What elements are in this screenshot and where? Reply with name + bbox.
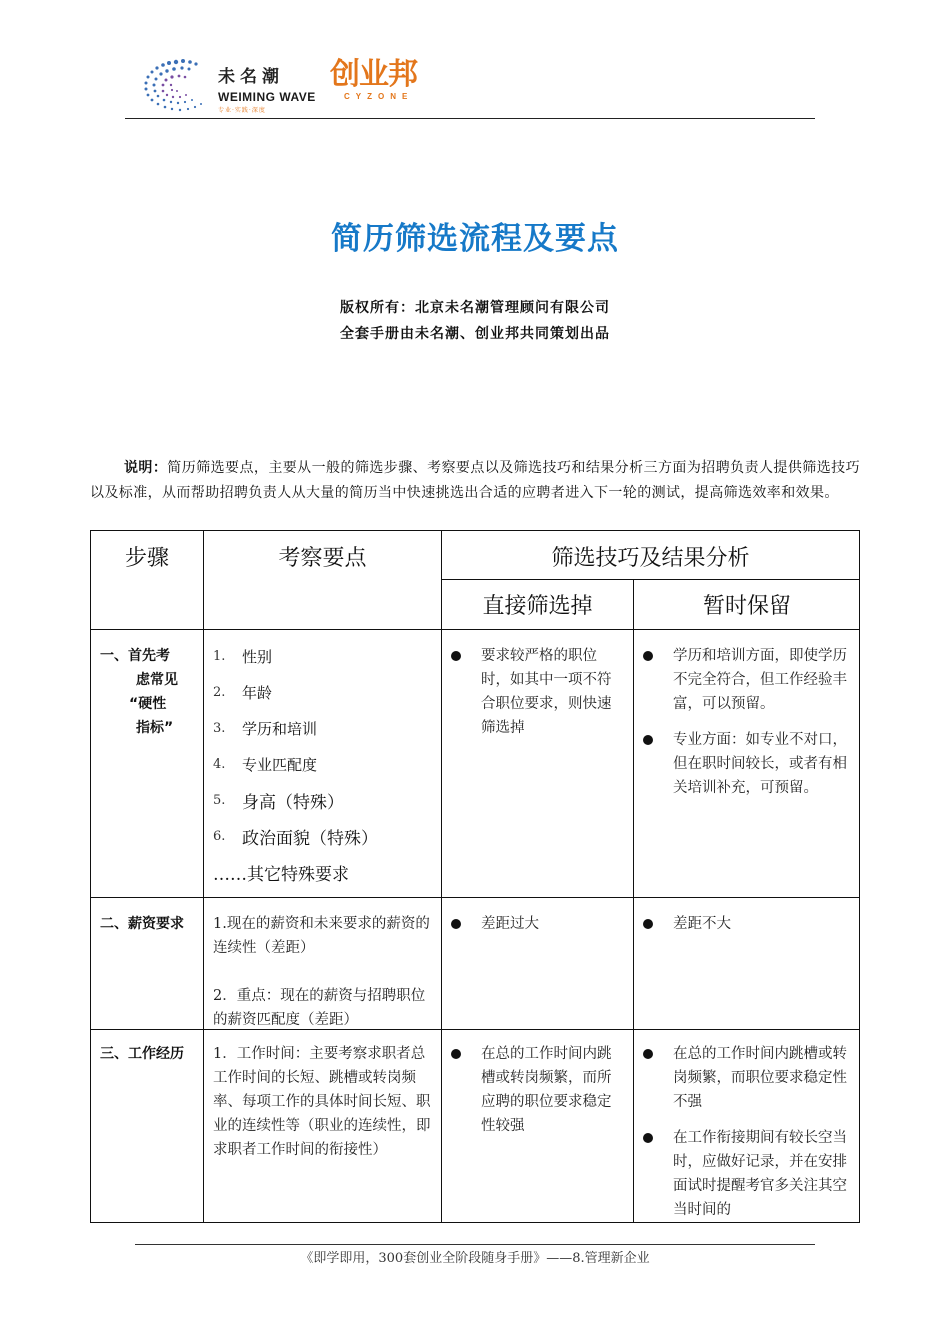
row2-reject-cell (442, 898, 634, 1030)
bullet-dot-icon (643, 919, 653, 929)
list-item: 3. 学历和培训 (213, 719, 318, 738)
list-item: 2. 年龄 (213, 683, 273, 702)
intro-text: 简历筛选要点，主要从一般的筛选步骤、考察要点以及筛选技巧和结果分析三方面为招聘负责人提供筛选技巧以及标准，从而帮助招聘负责人从大量的简历当中快速挑选出合适的应聘者进入下一轮的测试，提高筛选效率和效果。 (90, 460, 860, 501)
row3-points-cell (204, 1030, 442, 1223)
bullet-item: 要求较严格的职位时，如其中一项不符合职位要求，则快速筛选掉 (451, 644, 621, 740)
row1-points-cell (204, 630, 442, 898)
bullet-dot-icon (643, 651, 653, 661)
cyzone-en-name: CYZONE (344, 92, 414, 101)
row1-step-line-1: 一、首先考 (100, 648, 170, 664)
cyzone-logo (330, 57, 417, 101)
logo-cn-name: 未名潮 (218, 67, 284, 87)
page-title: 简历筛选流程及要点 (331, 221, 619, 257)
list-item-extra: ……其它特殊要求 (213, 864, 349, 885)
row2-point-1: 1.现在的薪资和未来要求的薪资的连续性（差距） (213, 916, 430, 956)
bullet-dot-icon (451, 651, 461, 661)
row1-step-line-2: 虑常见 (136, 672, 178, 688)
page-footer: 《即学即用，300套创业全阶段随身手册》——8.管理新企业 (300, 1251, 650, 1266)
list-item: 1. 性别 (213, 647, 273, 666)
bullet-dot-icon (643, 1133, 653, 1143)
row2-step-cell (91, 898, 204, 1030)
row3-point-1: 1．工作时间：主要考察求职者总工作时间的长短、跳槽或转岗频率、每项工作的具体时间长短、职业的连续性等（职业的连续性，即求职者工作时间的衔接性） (213, 1046, 431, 1158)
list-item: 6. 政治面貌（特殊） (213, 828, 378, 849)
row1-reject-cell (442, 630, 634, 898)
copyright-line-1: 版权所有：北京未名潮管理顾问有限公司 (340, 300, 610, 316)
logo-slogan: 专业·实践·深度 (218, 107, 266, 114)
footer-divider (135, 1244, 815, 1245)
intro-label: 说明： (124, 460, 168, 476)
bullet-item: 在工作衔接期间有较长空当时，应做好记录，并在安排面试时提醒考官多关注其空当时间的 (643, 1126, 855, 1222)
header-divider (125, 118, 815, 119)
row3-reject-cell (442, 1030, 634, 1223)
row2-point-2: 2．重点：现在的薪资与招聘职位的薪资匹配度（差距） (213, 988, 426, 1028)
row2-points-cell (204, 898, 442, 1030)
bullet-item: 差距不大 (643, 912, 855, 936)
bullet-item: 专业方面：如专业不对口，但在职时间较长，或者有相关培训补充，可预留。 (643, 728, 855, 800)
intro-paragraph (90, 456, 860, 506)
header-reject: 直接筛选掉 (442, 580, 634, 630)
bullet-item: 差距过大 (451, 912, 621, 936)
row3-step-label: 三、工作经历 (100, 1046, 184, 1062)
row1-keep-cell (634, 630, 860, 898)
bullet-item: 在总的工作时间内跳槽或转岗频繁，而职位要求稳定性不强 (643, 1042, 855, 1114)
header-keep: 暂时保留 (634, 580, 860, 630)
logo-wordmark (218, 62, 316, 114)
row1-step-line-4: 指标” (136, 720, 174, 736)
row2-step-label: 二、薪资要求 (100, 916, 184, 932)
bullet-dot-icon (643, 1049, 653, 1059)
row2-keep-cell (634, 898, 860, 1030)
row1-step-cell (91, 630, 204, 898)
header-analysis: 筛选技巧及结果分析 (442, 531, 860, 580)
header-points: 考察要点 (204, 531, 442, 630)
bullet-item: 在总的工作时间内跳槽或转岗频繁，而所应聘的职位要求稳定性较强 (451, 1042, 621, 1138)
cyzone-cn-name: 创业邦 (330, 57, 417, 92)
copyright-line-2: 全套手册由未名潮、创业邦共同策划出品 (340, 326, 610, 342)
row3-step-cell (91, 1030, 204, 1223)
row1-step-line-3: “硬性 (129, 696, 167, 712)
list-item: 5. 身高（特殊） (213, 792, 344, 813)
screening-table (90, 530, 860, 1223)
bullet-dot-icon (451, 1049, 461, 1059)
wave-swirl-icon (136, 52, 216, 114)
header-step: 步骤 (91, 531, 204, 630)
row3-keep-cell (634, 1030, 860, 1223)
bullet-item: 学历和培训方面，即使学历不完全符合，但工作经验丰富，可以预留。 (643, 644, 855, 716)
bullet-dot-icon (643, 735, 653, 745)
logo-en-name: WEIMING WAVE (218, 90, 316, 104)
bullet-dot-icon (451, 919, 461, 929)
list-item: 4. 专业匹配度 (213, 755, 318, 774)
